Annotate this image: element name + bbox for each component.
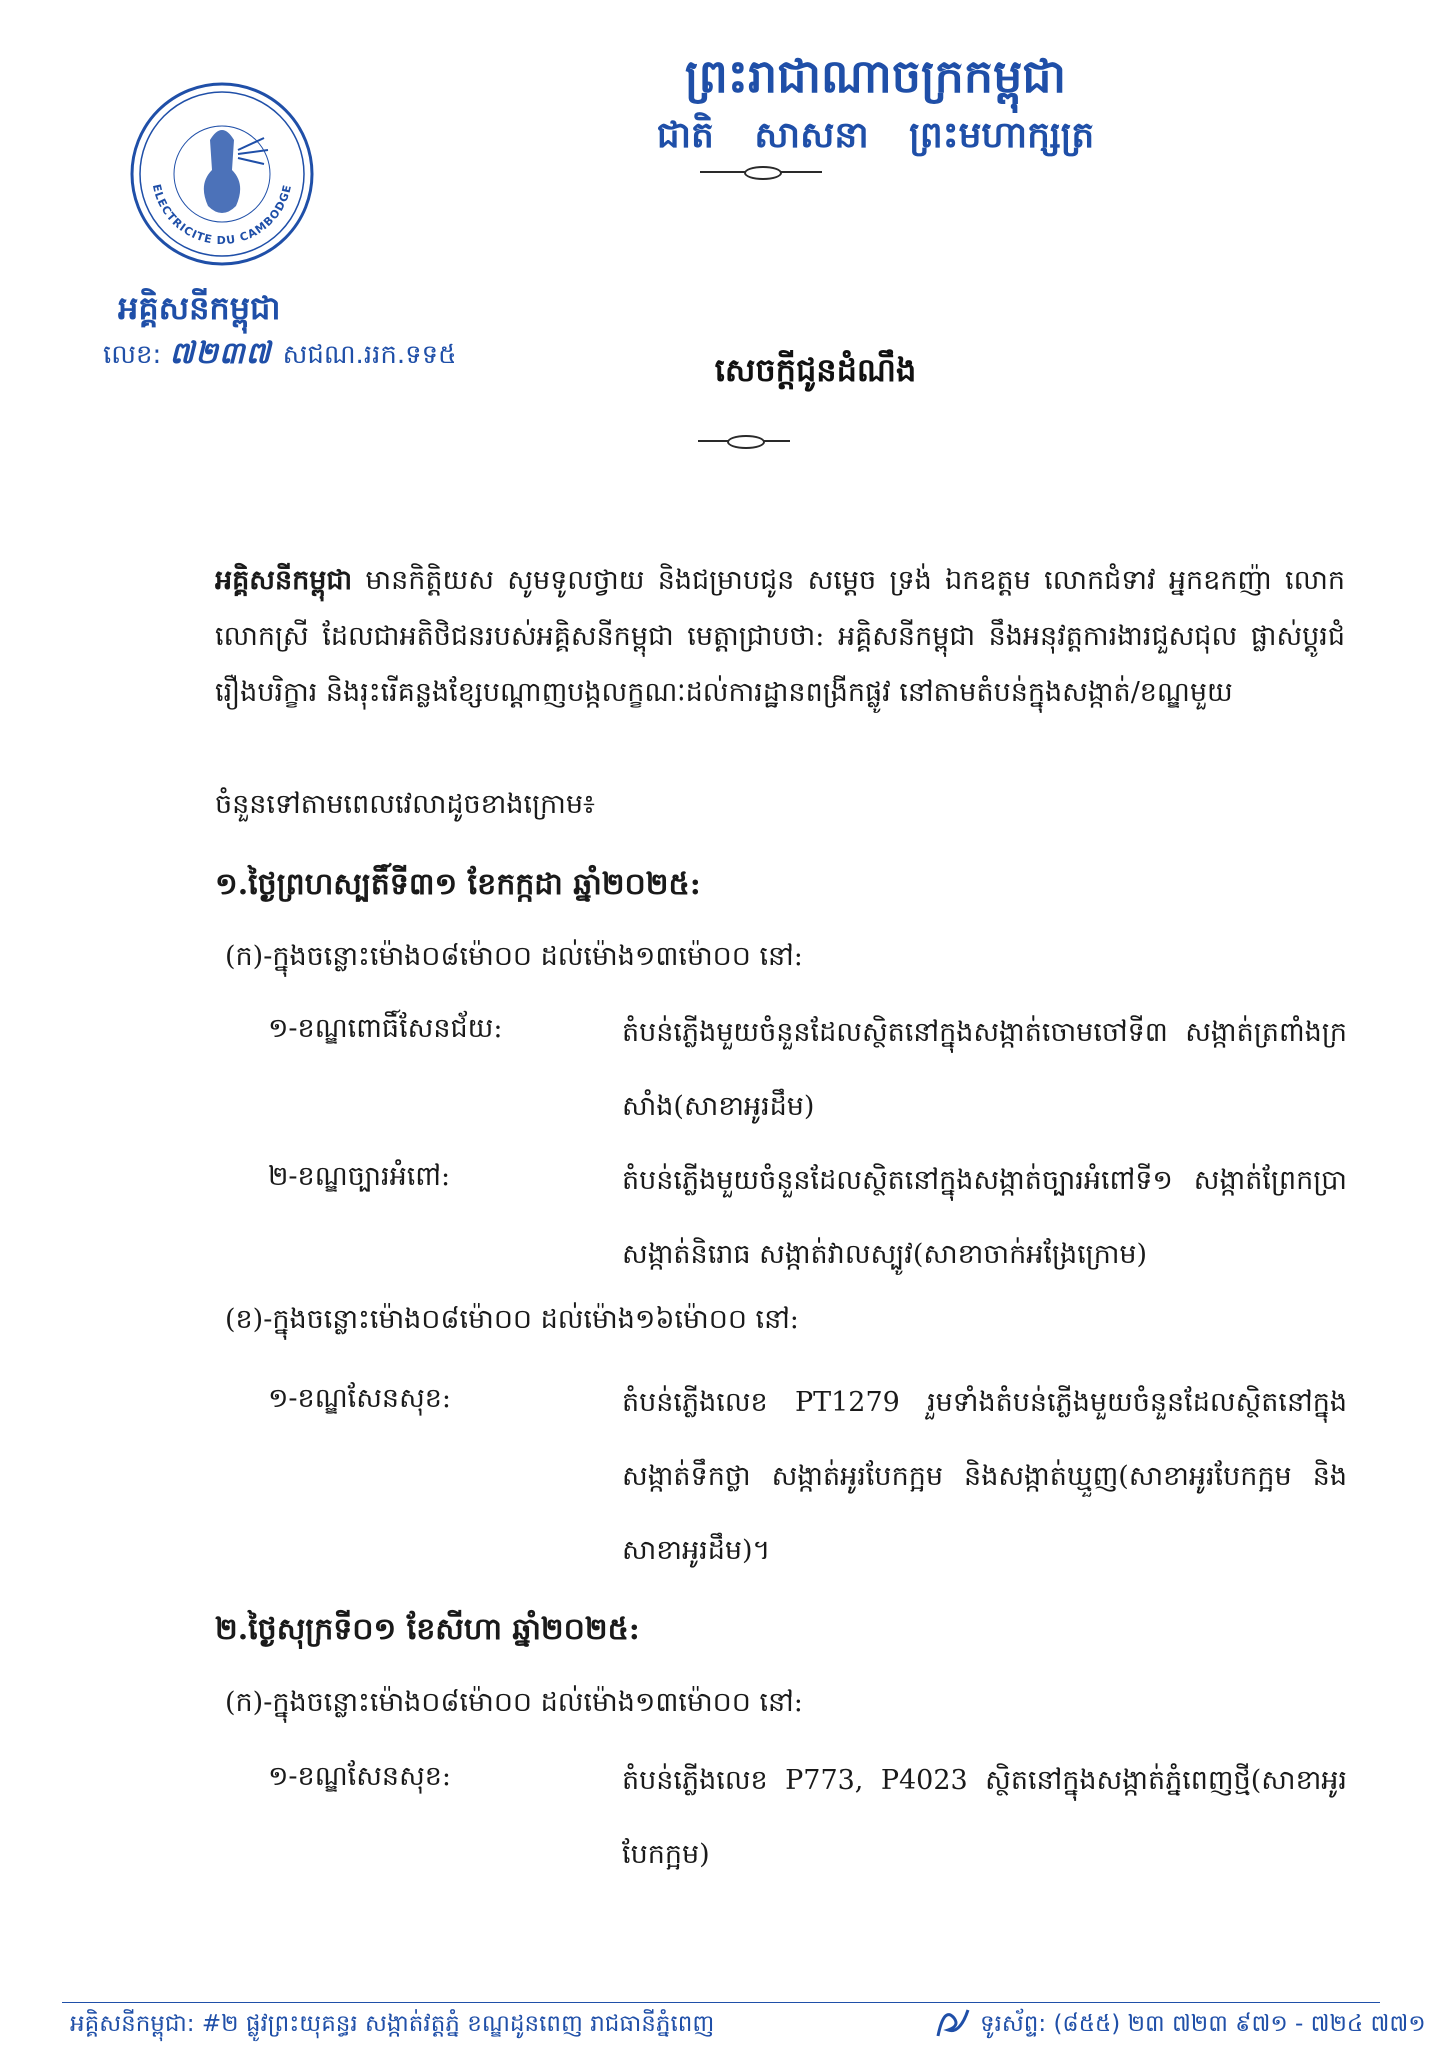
intro-lead: អគ្គិសនីកម្ពុជា: [215, 565, 353, 596]
kingdom-title: ព្រះរាជាណាចក្រកម្ពុជា: [684, 49, 1067, 103]
footer-divider: [62, 2002, 1380, 2003]
district-label: ១-ខណ្ឌសែនសុខ:: [268, 1761, 452, 1792]
district-detail: តំបន់ភ្លើងមួយចំនួនដែលស្ថិតនៅក្នុងសង្កាត់ចោមចៅទី៣ សង្កាត់ត្រពាំងក្រសាំង(សាខាអូរដឹម): [622, 1017, 1347, 1122]
ref-number: ៧២៣៧: [169, 336, 283, 371]
period-label: (ក)-ក្នុងចន្លោះម៉ោង០៨ម៉ោ០០ ដល់ម៉ោង១៣ម៉ោ០០ នៅ:: [225, 941, 803, 972]
section-heading-2: ២.ថ្ងៃសុក្រទី០១ ខែសីហា ឆ្នាំ២០២៥:: [215, 1612, 640, 1647]
edc-seal-icon: [128, 80, 316, 268]
district-detail: តំបន់ភ្លើងលេខ PT1279 រួមទាំងតំបន់ភ្លើងមួយចំនួនដែលស្ថិតនៅក្នុងសង្កាត់ទឹកថ្លា សង្កាត់អូរបែកក្អម និងសង្កាត់ឃ្មួញ(សាខាអូរបែកក្អម និងសាខាអូរដឹម)។: [622, 1387, 1347, 1566]
signature-mark-icon: [930, 2000, 974, 2044]
period-label: (ខ)-ក្នុងចន្លោះម៉ោង០៨ម៉ោ០០ ដល់ម៉ោង១៦ម៉ោ០០ នៅ:: [225, 1304, 799, 1335]
district-detail: តំបន់ភ្លើងមួយចំនួនដែលស្ថិតនៅក្នុងសង្កាត់ច្បារអំពៅទី១ សង្កាត់ព្រែកប្រា សង្កាត់និរោធ សង្កាត់វាលស្បូវ(សាខាចាក់អង្រែក្រោម): [622, 1165, 1347, 1270]
intro-paragraph: [215, 553, 1345, 721]
ref-prefix: លេខ:: [103, 340, 162, 370]
notice-title: សេចក្តីជូនដំណឹង: [714, 351, 917, 389]
period-label: (ក)-ក្នុងចន្លោះម៉ោង០៨ម៉ោ០០ ដល់ម៉ោង១៣ម៉ោ០០ នៅ:: [225, 1687, 803, 1718]
district-label: ២-ខណ្ឌច្បារអំពៅ:: [268, 1161, 451, 1192]
footer-address: អគ្គិសនីកម្ពុជា: #២ ផ្លូវព្រះយុគន្ធរ សង្កាត់វត្តភ្នំ ខណ្ឌដូនពេញ រាជធានីភ្នំពេញ: [70, 2011, 715, 2037]
intro-paragraph-end: ចំនួនទៅតាមពេលវេលាដូចខាងក្រោម៖: [215, 789, 595, 820]
seal-text: ELECTRICITE DU CAMBODGE: [149, 182, 295, 248]
district-label: ១-ខណ្ឌសែនសុខ:: [268, 1383, 452, 1414]
district-detail: តំបន់ភ្លើងលេខ P773, P4023 ស្ថិតនៅក្នុងសង្កាត់ភ្នំពេញថ្មី(សាខាអូរបែកក្អម): [622, 1765, 1347, 1870]
section-heading-1: ១.ថ្ងៃព្រហស្បតិ៍ទី៣១ ខែកក្កដា ឆ្នាំ២០២៥:: [215, 867, 701, 902]
district-label: ១-ខណ្ឌពោធិ៍សែនជ័យ:: [268, 1013, 503, 1044]
header-divider: [700, 171, 822, 173]
title-divider: [698, 440, 790, 442]
organization-name: អគ្គិសនីកម្ពុជា: [118, 289, 281, 327]
national-motto: ជាតិ សាសនា ព្រះមហាក្សត្រ: [656, 114, 1095, 156]
footer-phone: ទូរស័ព្ទ: (៨៥៥) ២៣ ៧២៣ ៩៧១ - ៧២៤ ៧៧១: [980, 2011, 1426, 2037]
ref-suffix: សជណ.ររក.ទទ៥: [282, 340, 457, 370]
intro-text: មានកិត្តិយស សូមទូលថ្វាយ និងជម្រាបជូន សម្តេច ទ្រង់ ឯកឧត្តម លោកជំទាវ អ្នកឧកញ៉ា លោក លោកស្រី ដែលជាអតិថិជនរបស់អគ្គិសនីកម្ពុជា មេត្តាជ្រាបថា: អគ្គិសនីកម្ពុជា នឹងអនុវត្តការងារជួសជុល ផ្លាស់ប្តូរជំរឿងបរិក្ខារ និងរុះរើគន្លងខ្សែបណ្តាញបង្កលក្ខណៈដល់ការដ្ឋានពង្រីកផ្លូវ នៅតាមតំបន់ក្នុងសង្កាត់/ខណ្ឌមួយ: [215, 565, 1345, 708]
